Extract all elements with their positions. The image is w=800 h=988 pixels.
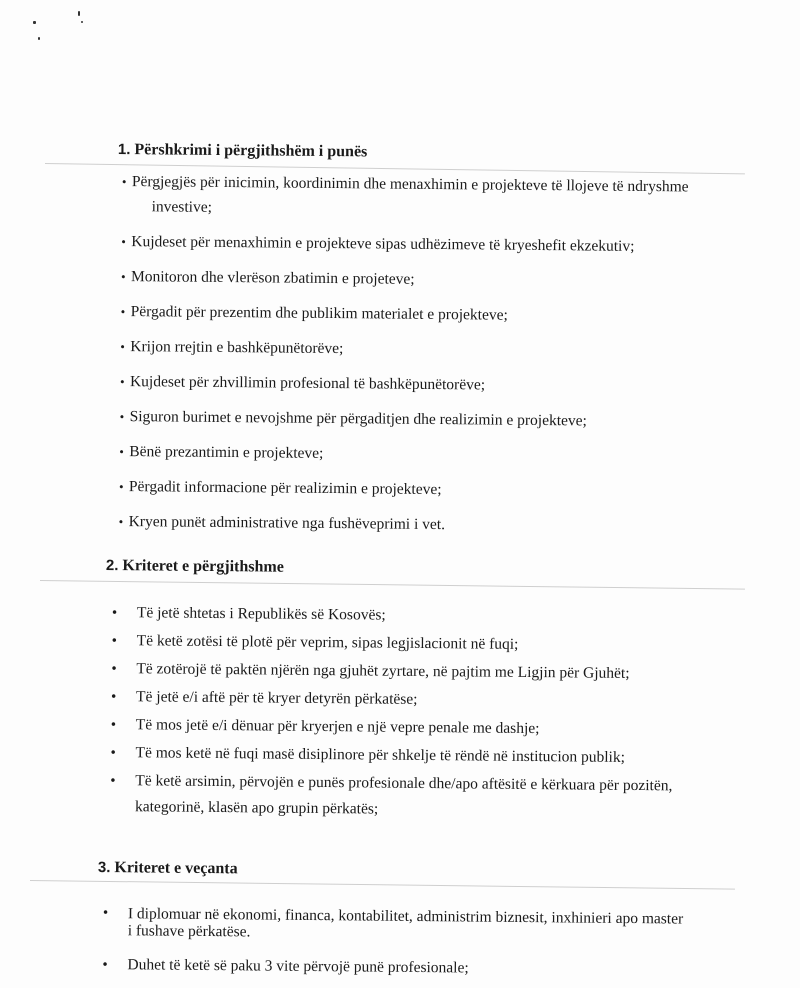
- list-item-text: Kryen punët administrative nga fushëveprimi i vet.: [128, 513, 446, 534]
- list-item-text: Të zotërojë të paktën njërën nga gjuhët zyrtare, në pajtim me Ligjin për Gjuhët;: [136, 660, 630, 682]
- section-heading: [98, 859, 238, 878]
- list-item: [112, 603, 674, 628]
- section-number: 1.: [117, 141, 131, 159]
- list-item-text: Përgadit për prezentim dhe publikim materialet e projekteve;: [130, 303, 508, 324]
- list-item-text: Duhet të ketë së paku 3 vite përvojë punë profesionale;: [127, 956, 469, 977]
- special-criteria-list: [102, 905, 683, 981]
- section-divider: [30, 880, 735, 890]
- list-item: [119, 442, 686, 467]
- list-item: [102, 955, 682, 981]
- list-item: [121, 302, 688, 327]
- job-description-list: [119, 172, 689, 537]
- section-title: Kriteret e veçanta: [114, 859, 238, 878]
- list-item-text: Të jetë shtetas i Republikës së Kosovës;: [136, 604, 386, 624]
- list-item-text: Të mos ketë në fuqi masë disiplinore për shkelje të rëndë në institucion publik;: [135, 744, 626, 766]
- section-heading: [106, 557, 284, 577]
- scan-speck: [78, 11, 80, 16]
- list-item-text-continuation: kategorinë, klasën apo grupin përkatës;: [134, 798, 379, 818]
- section-special-criteria: [98, 859, 238, 878]
- list-item: [119, 477, 686, 502]
- section-divider: [40, 580, 745, 590]
- general-criteria-list: [110, 603, 674, 822]
- list-item: [121, 232, 688, 257]
- list-item-text: Të ketë arsimin, përvojën e punës profesionale dhe/apo aftësitë e kërkuara për pozitën,: [135, 772, 673, 795]
- list-item: [112, 631, 674, 656]
- list-item-text: Të mos jetë e/i dënuar për kryerjen e një vepre penale me dashje;: [135, 716, 540, 738]
- section-number: 2.: [105, 557, 119, 575]
- scan-speck: [38, 37, 40, 40]
- list-item-text: Përgjegjës për inicimin, koordinimin dhe menaxhimin e projekteve të llojeve të ndryshme: [131, 173, 689, 196]
- section-heading: [118, 141, 368, 161]
- section-title: Kriteret e përgjithshme: [122, 557, 284, 576]
- list-item: [111, 715, 673, 740]
- section-general-criteria: [106, 557, 284, 577]
- list-item: [120, 372, 687, 397]
- list-item-text: Përgadit informacione për realizimin e projekteve;: [128, 478, 442, 499]
- list-item: [103, 905, 684, 945]
- section-title: Përshkrimi i përgjithshëm i punës: [134, 141, 368, 161]
- list-item-text: I diplomuar në ekonomi, financa, kontabilitet, administrim biznesit, inxhinieri apo master: [127, 905, 684, 928]
- list-item: [121, 267, 688, 292]
- list-item-text: Të jetë e/i aftë për të kryer detyrën përkatëse;: [136, 688, 418, 708]
- scan-speck: [81, 21, 83, 23]
- list-item: [120, 407, 687, 432]
- section-job-description: [118, 141, 368, 161]
- list-item: [110, 771, 673, 822]
- list-item-text: Siguron burimet e nevojshme për përgaditjen dhe realizimin e projekteve;: [129, 408, 587, 430]
- list-item-text-continuation: i fushave përkatëse.: [127, 922, 251, 941]
- list-item: [122, 172, 689, 222]
- list-item: [110, 743, 672, 768]
- list-item: [119, 512, 686, 537]
- list-item-text: Të ketë zotësi të plotë për veprim, sipas legjislacionit në fuqi;: [136, 632, 519, 653]
- list-item-text: Kujdeset për zhvillimin profesional të bashkëpunëtorëve;: [129, 373, 486, 394]
- list-item: [111, 659, 673, 684]
- list-item-text: Bënë prezantimin e projekteve;: [129, 443, 324, 462]
- section-number: 3.: [97, 859, 111, 877]
- list-item: [120, 337, 687, 362]
- list-item-text: Krijon rrejtin e bashkëpunëtorëve;: [130, 338, 344, 358]
- list-item-text: Kujdeset për menaxhimin e projekteve sipas udhëzimeve të kryeshefit ekzekutiv;: [131, 233, 635, 255]
- list-item-text: Monitoron dhe vlerëson zbatimin e projeteve;: [130, 268, 415, 288]
- scan-speck: [33, 21, 36, 24]
- list-item: [111, 687, 673, 712]
- list-item-text-continuation: investive;: [151, 198, 213, 216]
